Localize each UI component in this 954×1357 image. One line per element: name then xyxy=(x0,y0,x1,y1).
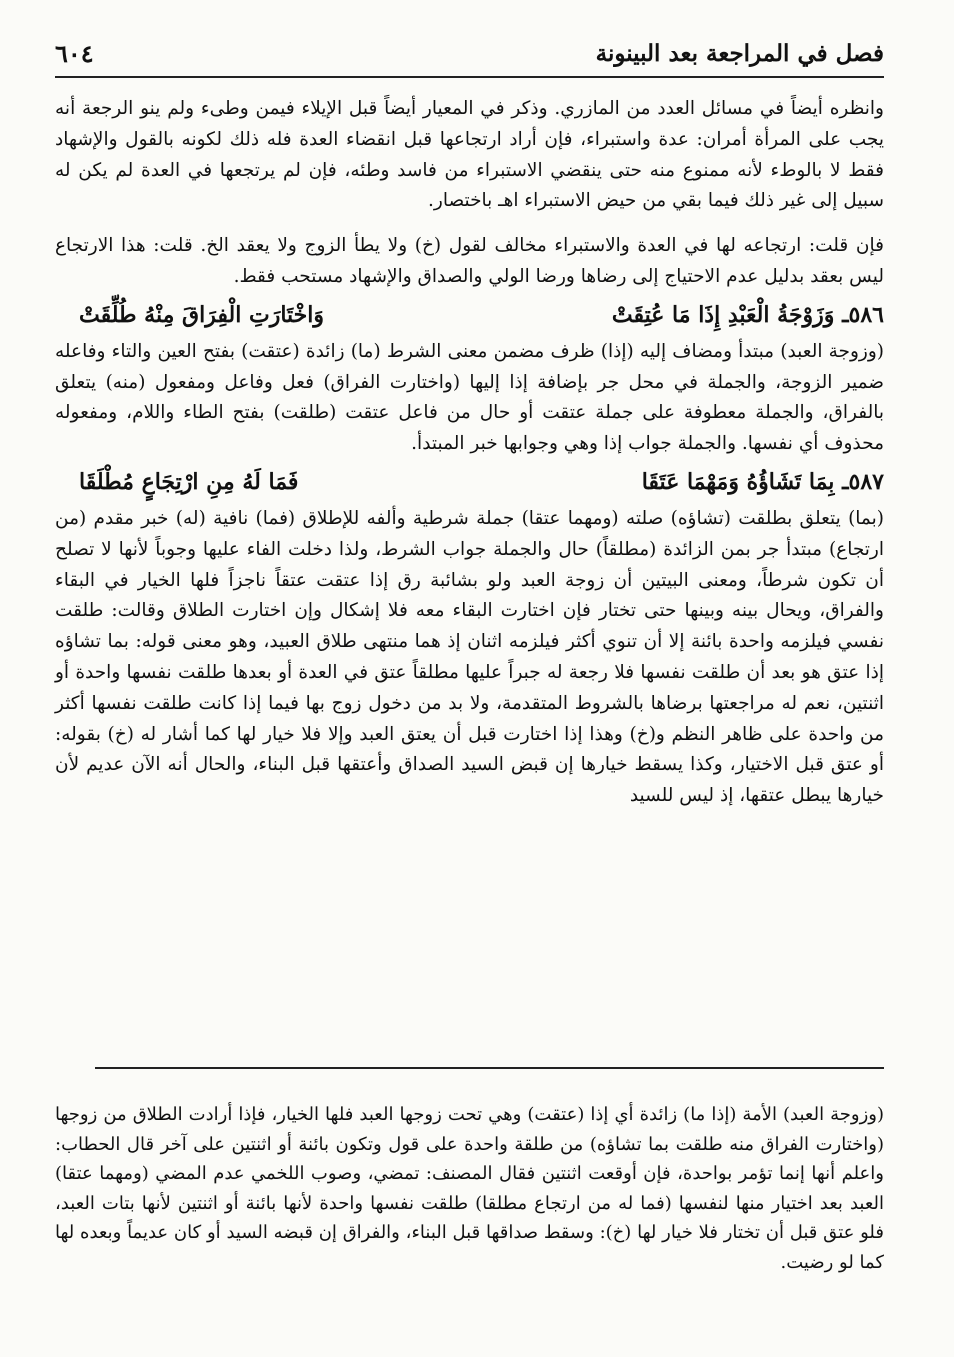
verse-586-first-half xyxy=(612,293,884,337)
verse-587-hemistich-1: بِمَا تَشَاؤُهُ وَمَهْمَا عَتَقَا xyxy=(641,468,835,495)
footnote-divider xyxy=(95,1067,884,1069)
page-number: ٦٠٤ xyxy=(55,38,94,68)
paragraph-1: وانظره أيضاً في مسائل العدد من المازري. وذكر في المعيار أيضاً قبل الإيلاء فيمن وطىء ولم ينو الرجعة أنه يجب على المرأة أمران: عدة واستبراء، فإن أراد ارتجاعها قبل انقضاء العدة فله ذلك لكونه بالقول والإشهاد فقط لا بالوطء لأنه ممنوع منه حتى ينقضي الاستبراء من فاسد وطئه، فإن لم يرتجعها في العدة لم يكن له سبيل إلى غير ذلك فيما بقي من حيض الاستبراء اهـ باختصار. xyxy=(55,98,884,212)
verse-587-hemistich-2: فَمَا لَهُ مِنِ ارْتِجَاعٍ مُطْلَقَا xyxy=(79,468,299,495)
verse-587-number: ٥٨٧ـ xyxy=(842,468,884,495)
verse-586-number: ٥٨٦ـ xyxy=(842,301,884,328)
paragraph-3: (وزوجة العبد) مبتدأ ومضاف إليه (إذا) ظرف مضمن معنى الشرط (ما) زائدة (عتقت) بفتح العين والتاء وفاعله ضمير الزوجة، والجملة في محل جر بإضافة إذا إليها (واختارت الفراق) فعل وفاعل ومفعول (منه) يتعلق بالفراق، والجملة معطوفة على جملة عتقت أو حال من فاعل عتقت (طلقت) بفتح الطاء واللام، ومفعوله محذوف أي نفسها. والجملة جواب إذا وهي وجوابها خبر المبتدأ. xyxy=(55,340,884,455)
footnote xyxy=(55,1100,884,1277)
verse-587 xyxy=(55,460,884,504)
verse-586-hemistich-1: وَزَوْجَةُ الْعَبْدِ إِذَا مَا عُتِقَتْ xyxy=(611,301,835,328)
verse-586 xyxy=(55,293,884,337)
paragraph-4: (بما) يتعلق بطلقت (تشاؤه) صلته (ومهما عتقا) جملة شرطية وألفه للإطلاق (فما) نافية (له) خبر مقدم (من ارتجاع) مبتدأ جر بمن الزائدة (مطلقاً) حال والجملة جواب الشرط، ولذا دخلت الفاء عليها وجوباً لأنها لا تصلح أن تكون شرطاً، ومعنى البيتين أن زوجة العبد ولو بشائبة رق إذا عتقت عتقاً ناجزاً فلها الخيار في البقاء والفراق، ويحال بينه وبينها حتى تختار فإن اختارت البقاء معه فلا إشكال وإن اختارت الطلاق وقالت: طلقت نفسي فيلزمه واحدة بائنة إلا أن تنوي أكثر فيلزمه اثنان إذ هما منتهى طلاق العبيد، وهو معنى قوله: بما تشاؤه إذا عتق هو بعد أن طلقت نفسها فلا رجعة له جبراً عليها مطلقاً عتق في العدة أو بعدها طلقت نفسها واحدة أو اثنتين، نعم له مراجعتها برضاها بالشروط المتقدمة، ولا بد من دخول زوج بها فيما إذا كانت طلقت نفسها أكثر من واحدة على ظاهر النظم و(خ) وهذا إذا اختارت قبل أن يعتق العبد وإلا فلا خيار لها كما أشار له (خ) بقوله: أو عتق قبل الاختيار، وكذا يسقط خيارها إن قبض السيد الصداق وأعتقها قبل البناء، والحال أنه الآن عديم لأن خيارها يبطل عتقها، إذ ليس للسيد xyxy=(55,507,884,807)
verse-587-first-half xyxy=(642,460,884,504)
paragraph-2: فإن قلت: ارتجاعه لها في العدة والاستبراء مخالف لقول (خ) ولا يطأ الزوج ولا يعقد الخ. قلت: هذا الارتجاع ليس بعقد بدليل عدم الاحتياج إلى رضاها ورضا الولي والصداق والإشهاد مستحب فقط. xyxy=(55,235,884,287)
chapter-title: فصل في المراجعة بعد البينونة xyxy=(595,39,884,67)
running-header xyxy=(55,30,884,78)
footnote-text: (وزوجة العبد) الأمة (إذا ما) زائدة أي إذا (عتقت) وهي تحت زوجها العبد فلها الخيار، فإذا أرادت الطلاق من زوجها (واختارت الفراق منه طلقت بما تشاؤه) من طلقة واحدة على قول وتكون بائنة أو اثنتين على آخر قال الحطاب: واعلم أنها إنما تؤمر بواحدة، فإن أوقعت اثنتين فقال المصنف: تمضي، وصوب اللخمي عدم المضي (ومهما عتقا) العبد بعد اختيار منها لنفسها (فما له من ارتجاع مطلقا) طلقت نفسها واحدة لأنها بائنة أو اثنتين لأنها بتات العبد، فلو عتق قبل أن تختار فلا خيار لها (خ): وسقط صداقها قبل البناء، والفراق إن قبضه السيد أو كان عديماً وبعده لها كما لو رضيت. xyxy=(55,1104,884,1273)
verse-586-hemistich-2: وَاخْتَارَتِ الْفِرَاقَ مِنْهُ طُلِّقَتْ xyxy=(79,301,324,328)
main-text xyxy=(55,94,884,812)
